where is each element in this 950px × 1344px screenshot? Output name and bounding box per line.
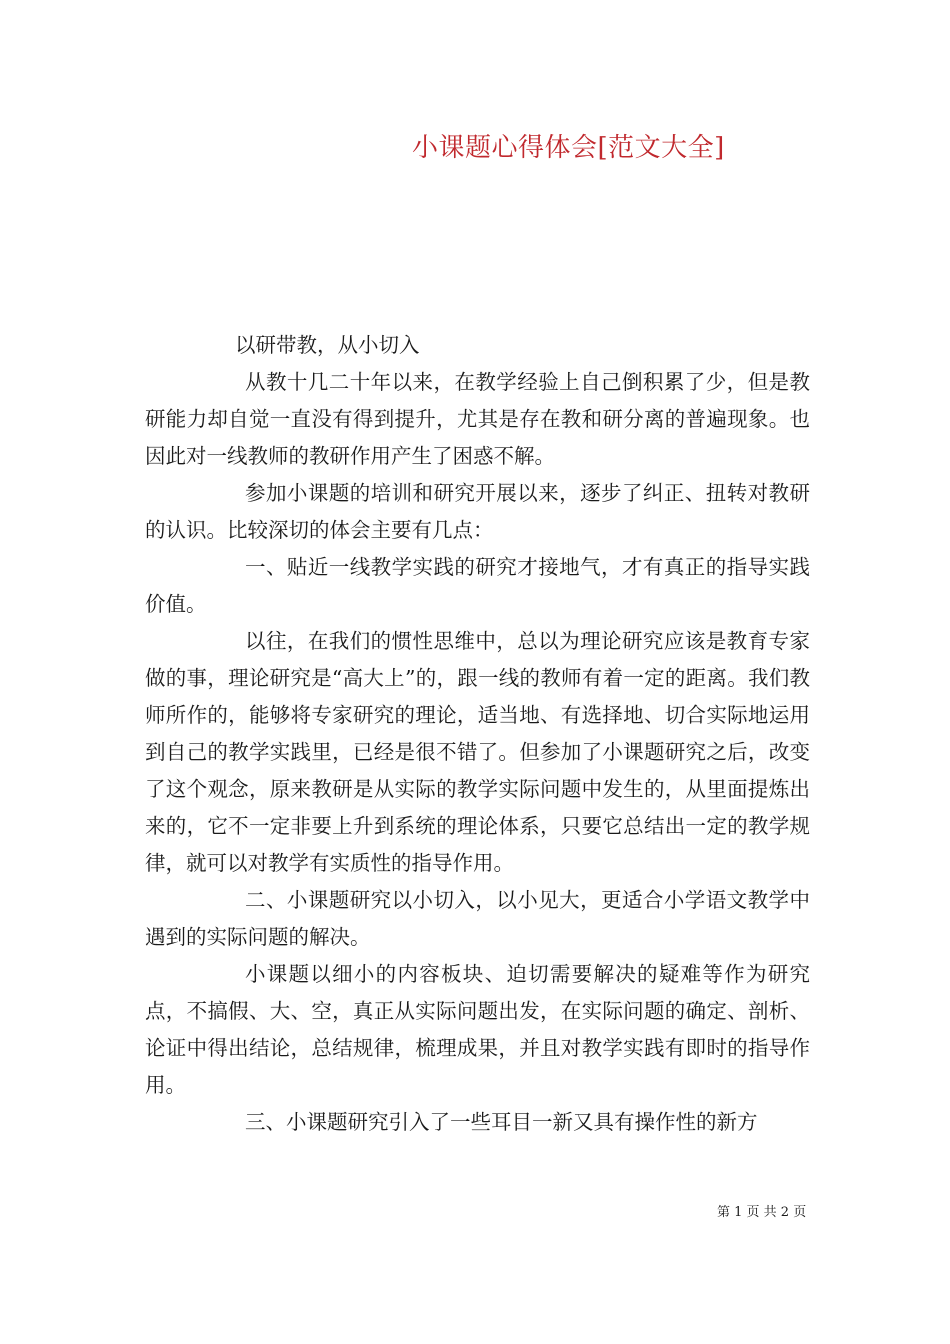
page-number-footer: 第 1 页 共 2 页 [717,1205,807,1220]
paragraph: 一、贴近一线教学实践的研究才接地气，才有真正的指导实践价值。 [145,555,810,616]
paragraph: 参加小课题的培训和研究开展以来，逐步了纠正、扭转对教研的认识。比较深切的体会主要有几点： [145,481,810,542]
paragraph: 以往，在我们的惯性思维中，总以为理论研究应该是教育专家做的事，理论研究是“高大上”的，跟一线的教师有着一定的距离。我们教师所作的，能够将专家研究的理论，适当地、有选择地、切合实际地运用到自己的教学实践里，已经是很不错了。但参加了小课题研究之后，改变了这个观念，原来教研是从实际的教学实际问题中发生的，从里面提炼出来的，它不一定非要上升到系统的理论体系，只要它总结出一定的教学规律，就可以对教学有实质性的指导作用。 [145,629,810,875]
document-body [145,327,810,1141]
paragraph: 从教十几二十年以来，在教学经验上自己倒积累了少，但是教研能力却自觉一直没有得到提升，尤其是存在教和研分离的普遍现象。也因此对一线教师的教研作用产生了困惑不解。 [145,370,810,468]
paragraph: 二、小课题研究以小切入，以小见大，更适合小学语文教学中遇到的实际问题的解决。 [145,888,810,949]
paragraph: 三、小课题研究引入了一些耳目一新又具有操作性的新方 [245,1110,758,1134]
section-heading: 以研带教，从小切入 [235,333,420,357]
paragraph: 小课题以细小的内容板块、迫切需要解决的疑难等作为研究点，不搞假、大、空，真正从实际问题出发，在实际问题的确定、剖析、论证中得出结论，总结规律，梳理成果，并且对教学实践有即时的指导作用。 [145,962,810,1097]
document-title: 小课题心得体会[范文大全] [412,133,725,163]
